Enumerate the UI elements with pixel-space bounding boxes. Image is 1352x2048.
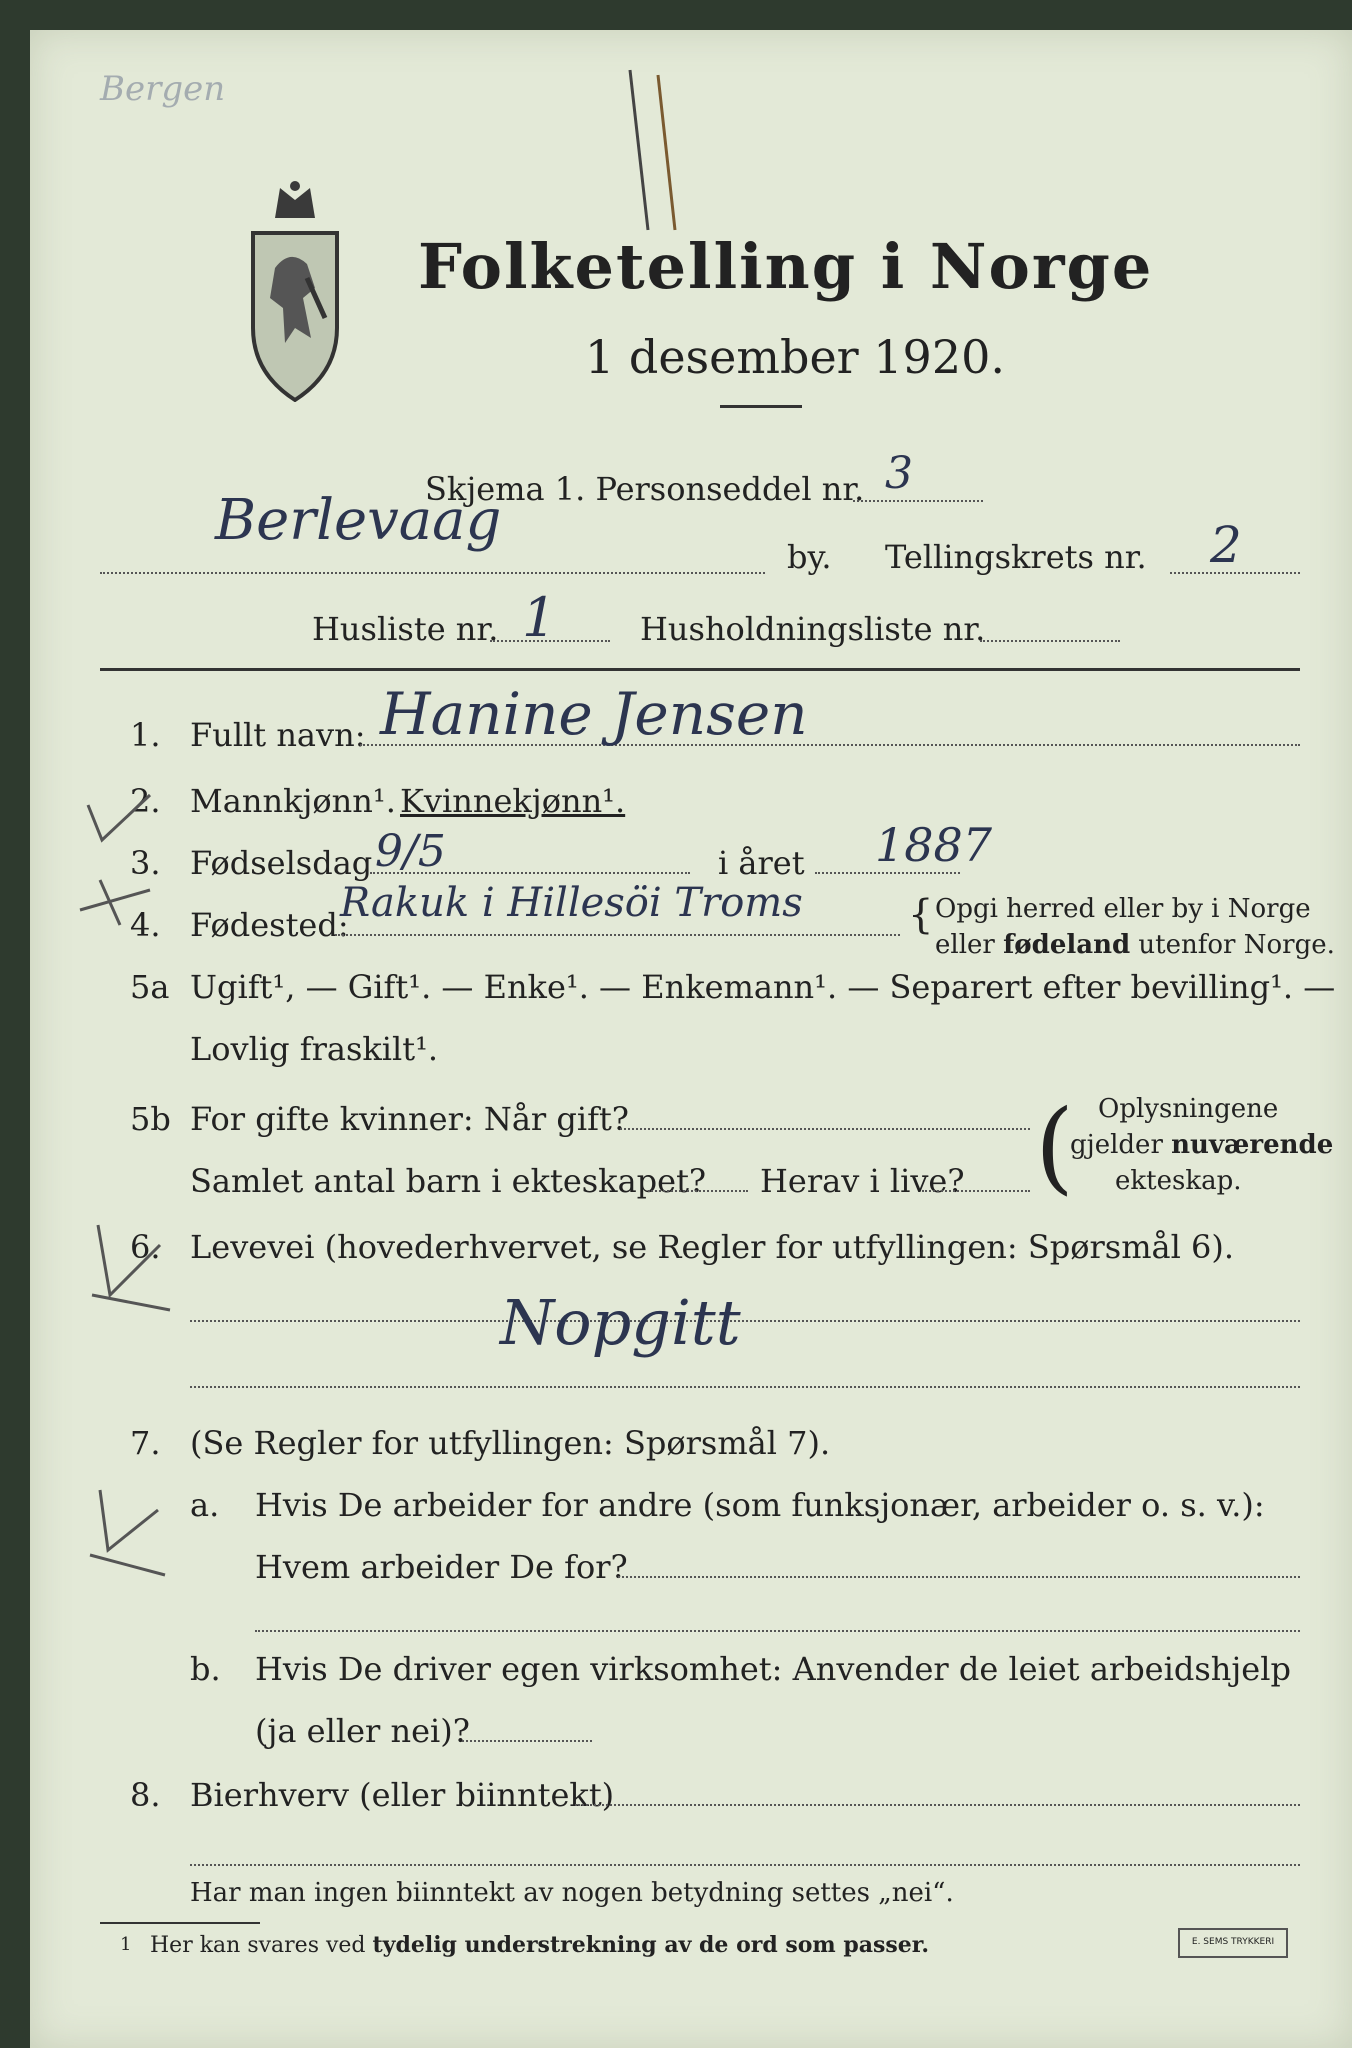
q5b-line1: For gifte kvinner: Når gift?: [190, 1100, 629, 1138]
q3-aaret-field-line: [815, 872, 960, 874]
q5a-number: 5a: [130, 968, 170, 1006]
q7a-field-line2: [255, 1630, 1300, 1632]
q5b-note-line1: Oplysningene: [1098, 1094, 1279, 1124]
footnote-text: Her kan svares ved tydelig understrekning av de ord som passer.: [150, 1932, 930, 1958]
q8-label: Bierhverv (eller biinntekt): [190, 1776, 615, 1814]
q7-number: 7.: [130, 1424, 161, 1462]
husholdning-field-line: [980, 640, 1120, 642]
q2-mannkjonn: Mannkjønn¹.: [190, 782, 396, 820]
title-divider: [720, 405, 802, 408]
q5b-children-field-line: [648, 1190, 748, 1192]
footnote-rule: [100, 1922, 260, 1924]
q7a-line1: Hvis De arbeider for andre (som funksjonær, arbeider o. s. v.):: [255, 1486, 1265, 1524]
q5b-alive-label: Herav i live?: [760, 1162, 965, 1200]
q3-number: 3.: [130, 844, 161, 882]
by-label: by.: [787, 538, 832, 576]
q5b-note-line3: ekteskap.: [1115, 1166, 1242, 1196]
census-date: 1 desember 1920.: [585, 330, 1005, 384]
skjema-value: 3: [885, 448, 913, 499]
q8-number: 8.: [130, 1776, 161, 1814]
skjema-label: Skjema 1. Personseddel nr.: [425, 470, 865, 508]
q5a-line1: Ugift¹, — Gift¹. — Enke¹. — Enkemann¹. — Separert efter bevilling¹. —: [190, 968, 1336, 1006]
q3-label: Fødselsdag: [190, 844, 373, 882]
header-rule: [100, 668, 1300, 671]
q5b-note-line2: gjelder nuværende: [1070, 1130, 1334, 1160]
q6-number: 6.: [130, 1228, 161, 1266]
q4-number: 4.: [130, 906, 161, 944]
husliste-label: Husliste nr.: [312, 610, 499, 648]
q7-label: (Se Regler for utfyllingen: Spørsmål 7).: [190, 1424, 831, 1462]
q6-label: Levevei (hovederhvervet, se Regler for utfyllingen: Spørsmål 6).: [190, 1228, 1235, 1266]
nei-note: Har man ingen biinntekt av nogen betydning settes „nei“.: [190, 1878, 954, 1908]
q6-field-line1: [190, 1320, 1300, 1322]
tellingskrets-value: 2: [1210, 516, 1242, 574]
q4-brace: {: [908, 892, 934, 938]
q6-value: Nopgitt: [500, 1286, 741, 1359]
coat-of-arms-icon: [245, 178, 345, 402]
place-field-line: [100, 572, 765, 574]
q4-label: Fødested:: [190, 906, 349, 944]
pencil-check-marks: [30, 30, 190, 1680]
q5b-number: 5b: [130, 1100, 171, 1138]
printer-stamp: E. SEMS TRYKKERI: [1178, 1928, 1288, 1958]
q5b-married-field-line: [620, 1128, 1030, 1130]
q4-note-line2: eller fødeland utenfor Norge.: [935, 930, 1335, 960]
q2-kvinnekjonn: Kvinnekjønn¹.: [400, 782, 626, 820]
q5b-bracket: (: [1035, 1088, 1075, 1205]
q5b-children-label: Samlet antal barn i ekteskapet?: [190, 1162, 707, 1200]
q3-value: 9/5: [375, 826, 446, 877]
margin-note: Bergen: [100, 69, 226, 109]
q4-note-line1: Opgi herred eller by i Norge: [935, 894, 1311, 924]
q7b-line2: (ja eller nei)?: [255, 1712, 470, 1750]
q1-value: Hanine Jensen: [380, 680, 808, 748]
q7b-number: b.: [190, 1650, 221, 1688]
q6-field-line2: [190, 1386, 1300, 1388]
husliste-value: 1: [522, 586, 557, 649]
q5a-line2: Lovlig fraskilt¹.: [190, 1030, 439, 1068]
skjema-field-line: [853, 500, 983, 502]
tellingskrets-label: Tellingskrets nr.: [885, 538, 1147, 576]
q7a-field-line1: [618, 1576, 1300, 1578]
place-value: Berlevaag: [215, 488, 502, 553]
footnote-number: 1: [120, 1934, 132, 1955]
q3-aaret-value: 1887: [875, 818, 993, 872]
census-form: [30, 30, 1352, 2048]
q8-field-line2: [190, 1864, 1300, 1866]
q2-number: 2.: [130, 782, 161, 820]
form-title: Folketelling i Norge: [418, 230, 1154, 303]
q1-label: Fullt navn:: [190, 716, 366, 754]
q4-field-line: [335, 934, 900, 936]
q5b-alive-field-line: [922, 1190, 1030, 1192]
q1-number: 1.: [130, 716, 161, 754]
husholdning-label: Husholdningsliste nr.: [640, 610, 986, 648]
q7b-line1: Hvis De driver egen virksomhet: Anvender de leiet arbeidshjelp: [255, 1650, 1291, 1688]
q8-field-line1: [575, 1804, 1300, 1806]
q4-value: Rakuk i Hillesöi Troms: [340, 880, 803, 926]
q7b-field-line: [462, 1740, 592, 1742]
q3-aaret-label: i året: [718, 844, 805, 882]
q7a-number: a.: [190, 1486, 220, 1524]
q7a-line2: Hvem arbeider De for?: [255, 1548, 628, 1586]
